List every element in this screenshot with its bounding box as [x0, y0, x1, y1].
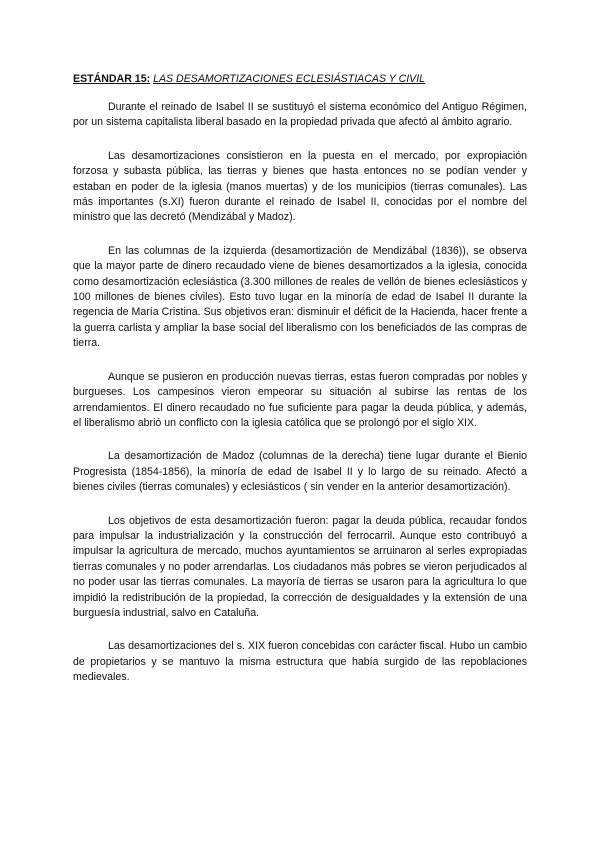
document-heading	[73, 72, 527, 86]
paragraph-conclusion: Las desamortizaciones del s. XIX fueron concebidas con carácter fiscal. Hubo un cambio de propietarios y se mantuvo la misma estructura que había surgido de las repoblaciones medievales.	[73, 640, 527, 684]
paragraph-mendizabal: En las columnas de la izquierda (desamortización de Mendizábal (1836)), se observa que la mayor parte de dinero recaudado viene de bienes desamortizados a la iglesia, conocida como desamortización eclesiástica (3.300 millones de reales de vellón de bienes eclesiásticos y 100 millones de bienes civiles). Esto tuvo lugar en la minoría de edad de Isabel II durante la regencia de María Cristina. Sus objetivos eran: disminuir el déficit de la Hacienda, hacer frente a la guerra carlista y ampliar la base social del liberalismo con los beneficiados de las compras de tierra.	[73, 244, 527, 350]
paragraph-intro: Durante el reinado de Isabel II se sustituyó el sistema económico del Antiguo Régimen, por un sistema capitalista liberal basado en la propiedad privada que afectó al ámbito agrario.	[73, 101, 527, 129]
heading-label: ESTÁNDAR 15:	[73, 73, 151, 85]
paragraph-objectives: Los objetivos de esta desamortización fueron: pagar la deuda pública, recaudar fondos para impulsar la industrialización y la construcción del ferrocarril. Aunque esto contribuyó a impulsar la agricultura de mercado, muchos ayuntamientos se arruinaron al serles expropiadas tierras comunales y no poder arrendarlas. Los ciudadanos más pobres se vieron perjudicados al no poder usar las tierras comunales. La mayoría de tierras se usaron para la agricultura lo que impidió la redistribución de la propiedad, la corrección de desigualdades y la extensión de una burguesía industrial, salvo en Cataluña.	[73, 514, 527, 619]
paragraph-definition: Las desamortizaciones consistieron en la puesta en el mercado, por expropiación forzosa y subasta pública, las tierras y bienes que hasta entonces no se podían vender y estaban en poder de la iglesia (manos muertas) y de los municipios (tierras comunales). Las más importantes (s.XI) fueron durante el reinado de Isabel II, conocidas por el nombre del ministro que las decretó (Mendizábal y Madoz).	[73, 149, 527, 224]
document-page	[73, 72, 527, 704]
paragraph-consequences: Aunque se pusieron en producción nuevas tierras, estas fueron compradas por nobles y burgueses. Los campesinos vieron empeorar su situación al subirse las rentas de los arrendamientos. El dinero recaudado no fue suficiente para pagar la deuda pública, y además, el liberalismo abrió un conflicto con la iglesia católica que se prolongó por el siglo XIX.	[73, 370, 527, 429]
paragraph-madoz: La desamortización de Madoz (columnas de la derecha) tiene lugar durante el Bienio Progresista (1854-1856), la minoría de edad de Isabel II y lo largo de su reinado. Afectó a bienes civiles (tierras comunales) y eclesiásticos ( sin vender en la anterior desamortización).	[73, 450, 527, 494]
heading-subject: LAS DESAMORTIZACIONES ECLESIÁSTIACAS Y CIVIL	[153, 73, 426, 85]
